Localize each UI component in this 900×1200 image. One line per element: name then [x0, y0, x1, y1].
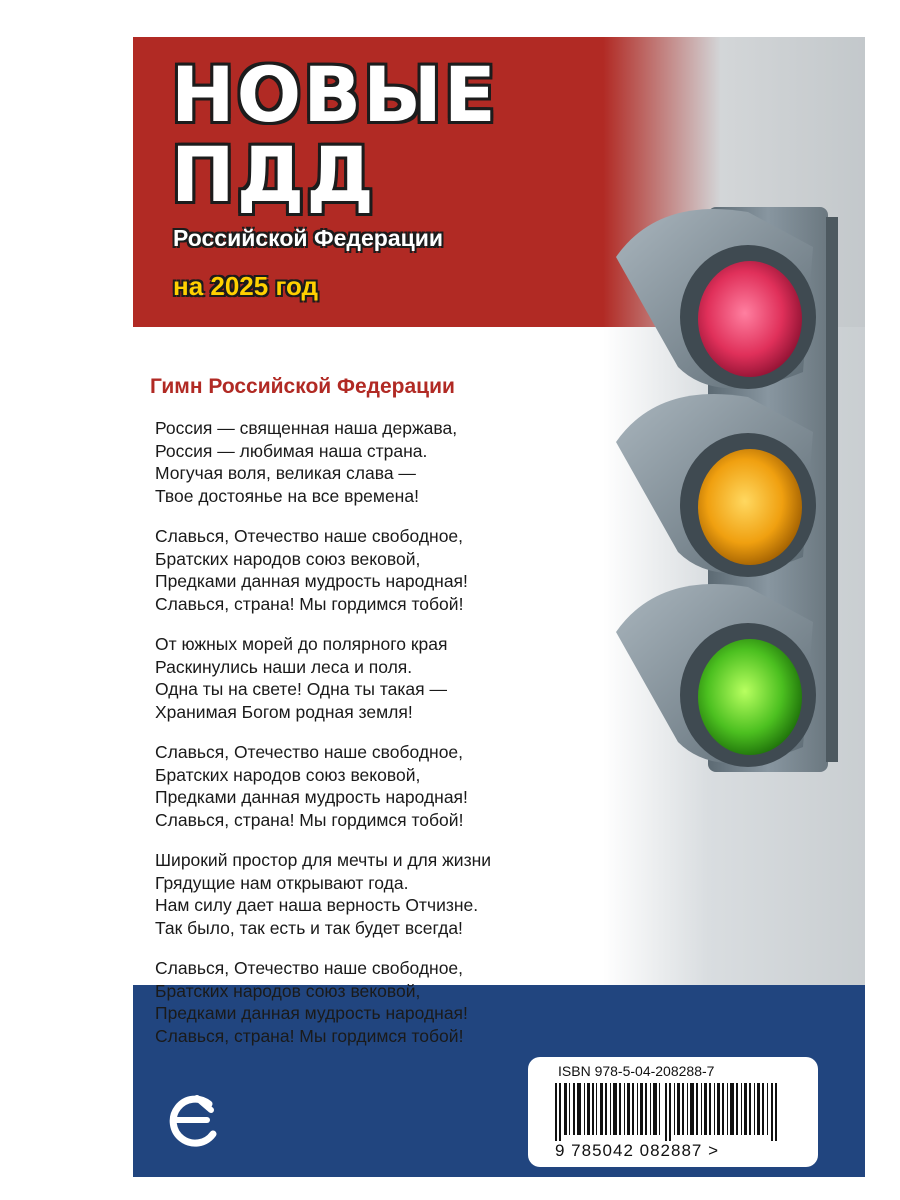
traffic-light-icon: [598, 187, 865, 787]
anthem-line: Твое достоянье на все времена!: [155, 485, 419, 506]
anthem-stanza: [155, 741, 575, 831]
anthem-line: Славься, Отечество наше свободное,: [155, 526, 464, 546]
anthem-stanza: [155, 849, 575, 939]
traffic-light-yellow-section: [616, 394, 816, 577]
anthem-line: Широкий простор для мечты и для жизни: [155, 850, 492, 870]
cover-year-label: на 2025 год: [173, 271, 318, 301]
cover-title-line-1: НОВЫЕ: [171, 50, 498, 139]
isbn-label: ISBN 978-5-04-208288-7: [558, 1063, 715, 1079]
anthem-line: Россия — любимая наша страна.: [155, 440, 428, 461]
anthem-line: От южных морей до полярного края: [155, 634, 448, 654]
cover-subtitle: Российской Федерации: [173, 225, 444, 251]
anthem-stanza: [155, 417, 575, 507]
anthem-line: Раскинулись наши леса и поля.: [155, 656, 413, 677]
barcode-icon: [555, 1083, 795, 1141]
anthem-line: Грядущие нам открывают года.: [155, 872, 409, 893]
anthem-line: Так было, так есть и так будет всегда!: [155, 917, 463, 938]
anthem-line: Братских народов союз вековой,: [155, 764, 421, 785]
cover-title-line-2: ПДД: [171, 130, 376, 219]
anthem-line: Нам силу дает наша верность Отчизне.: [155, 895, 479, 915]
anthem-line: Славься, страна! Мы гордимся тобой!: [155, 809, 464, 830]
anthem-text: [155, 417, 575, 1065]
anthem-stanza: [155, 633, 575, 723]
barcode-block: [528, 1057, 818, 1167]
eksmo-e-logo-icon: [161, 1090, 225, 1150]
anthem-line: Могучая воля, великая слава —: [155, 463, 416, 483]
traffic-light-green-section: [616, 584, 816, 767]
anthem-line: Славься, Отечество наше свободное,: [155, 742, 464, 762]
anthem-stanza: [155, 957, 575, 1047]
book-back-cover: [133, 37, 865, 1177]
anthem-line: Предками данная мудрость народная!: [155, 571, 468, 591]
anthem-line: Россия — священная наша держава,: [155, 418, 458, 438]
anthem-line: Братских народов союз вековой,: [155, 980, 421, 1001]
anthem-line: Одна ты на свете! Одна ты такая —: [155, 679, 448, 699]
anthem-line: Предками данная мудрость народная!: [155, 1003, 468, 1023]
anthem-line: Хранимая Богом родная земля!: [155, 701, 413, 722]
barcode-digits: 9 785042 082887 >: [555, 1141, 720, 1160]
anthem-line: Славься, страна! Мы гордимся тобой!: [155, 593, 464, 614]
anthem-title: Гимн Российской Федерации: [150, 375, 455, 398]
traffic-light-red-section: [616, 209, 816, 389]
anthem-line: Братских народов союз вековой,: [155, 548, 421, 569]
anthem-stanza: [155, 525, 575, 615]
cover-title: [171, 50, 498, 219]
anthem-line: Славься, страна! Мы гордимся тобой!: [155, 1025, 464, 1046]
anthem-line: Предками данная мудрость народная!: [155, 787, 468, 807]
anthem-line: Славься, Отечество наше свободное,: [155, 958, 464, 978]
